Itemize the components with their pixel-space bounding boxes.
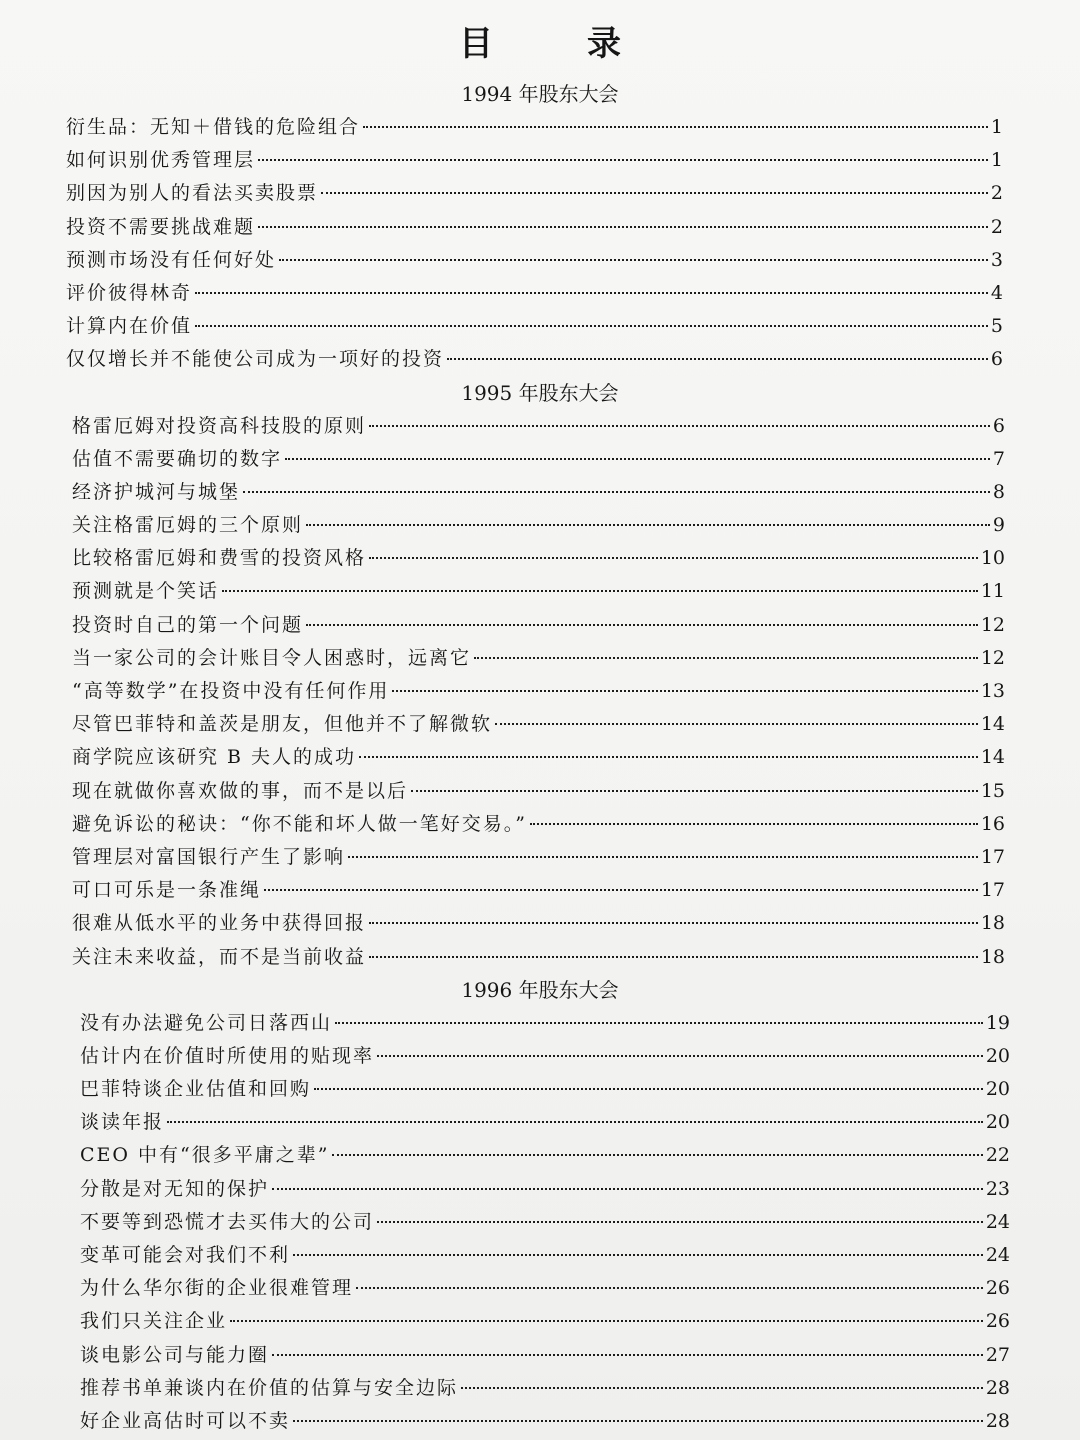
page-number: 5 [990,315,1003,338]
entry-title: 估计内在价值时所使用的贴现率 [80,1044,375,1067]
toc-entry[interactable] [72,476,1005,509]
page-number: 15 [980,779,1005,802]
dot-leader [369,557,978,559]
toc-entry[interactable] [72,808,1005,841]
toc-entry[interactable] [66,211,1003,244]
page-number: 13 [980,680,1005,702]
page-number: 18 [980,912,1005,935]
page-number: 18 [980,945,1005,968]
dot-leader [369,922,978,924]
dot-leader [258,159,988,161]
entry-title: 尽管巴菲特和盖茨是朋友，但他并不了解微软 [72,713,493,736]
dot-leader [306,624,978,626]
dot-leader [377,1055,983,1057]
page-number: 9 [992,514,1005,537]
page-number: 20 [985,1044,1010,1067]
page-number: 6 [990,348,1003,371]
toc-entry[interactable] [80,1206,1010,1239]
entry-title: 分散是对无知的保护 [80,1177,270,1200]
page-number: 1 [990,149,1003,172]
entry-title: 仅仅增长并不能使公司成为一项好的投资 [66,348,445,371]
toc-entry[interactable] [72,443,1005,476]
toc-entry[interactable] [80,1007,1010,1040]
entry-title: 预测市场没有任何好处 [66,248,277,271]
page-number: 11 [980,580,1005,603]
dot-leader [314,1088,983,1090]
page-number: 17 [980,845,1005,868]
entry-title: 商学院应该研究 B 夫人的成功 [72,746,357,769]
page-number: 24 [985,1210,1010,1233]
entry-title: 比较格雷厄姆和费雪的投资风格 [72,547,367,570]
page-number: 12 [980,613,1005,636]
entry-title: 不要等到恐慌才去买伟大的公司 [80,1210,375,1233]
page-number: 23 [985,1177,1010,1200]
section-heading: 1995 年股东大会 [461,380,619,405]
dot-leader [258,226,988,228]
dot-leader [447,358,988,360]
dot-leader [264,889,978,891]
dot-leader [474,657,978,659]
page-number: 4 [990,281,1003,304]
toc-entry[interactable] [80,1173,1010,1206]
entry-title: 我们只关注企业 [80,1310,228,1333]
dot-leader [495,723,978,725]
entry-title: 现在就做你喜欢做的事，而不是以后 [72,779,409,802]
toc-entry[interactable] [72,841,1005,874]
dot-leader [222,590,978,592]
dot-leader [230,1320,983,1322]
section-heading: 1996 年股东大会 [461,977,619,1002]
dot-leader [359,756,978,758]
dot-leader [335,1022,983,1024]
entry-title: 如何识别优秀管理层 [66,149,256,172]
page-number: 26 [985,1277,1010,1300]
entry-title: 可口可乐是一条准绳 [72,879,262,902]
entry-title: 谈读年报 [80,1111,165,1134]
page-number: 7 [992,447,1005,470]
entry-title: 别因为别人的看法买卖股票 [66,182,319,205]
page-number: 16 [980,812,1005,835]
page-number: 19 [985,1011,1010,1034]
table-of-contents [0,78,1080,1438]
entry-title: CEO 中有“很多平庸之辈” [80,1144,330,1167]
entry-title: 很难从低水平的业务中获得回报 [72,912,367,935]
page-number: 3 [990,248,1003,271]
page-number: 8 [992,480,1005,503]
entry-title: 经济护城河与城堡 [72,480,241,503]
page-number: 14 [980,713,1005,736]
page-number: 12 [980,646,1005,669]
toc-entry[interactable] [72,907,1005,940]
page-number: 1 [990,116,1003,138]
toc-entry[interactable] [72,642,1005,675]
entry-title: 投资时自己的第一个问题 [72,613,304,636]
toc-entry[interactable] [66,343,1003,376]
toc-entry[interactable] [66,310,1003,343]
page-number: 27 [985,1343,1010,1366]
dot-leader [306,524,990,526]
entry-title: 管理层对富国银行产生了影响 [72,845,346,868]
toc-entry[interactable] [66,144,1003,177]
toc-entry[interactable] [80,1139,1010,1172]
entry-title: 估值不需要确切的数字 [72,447,283,470]
entry-title: 投资不需要挑战难题 [66,215,256,238]
entry-title: 预测就是个笑话 [72,580,220,603]
toc-entry[interactable] [80,1106,1010,1139]
entry-title: 推荐书单兼谈内在价值的估算与安全边际 [80,1376,459,1399]
page-number: 20 [985,1078,1010,1101]
dot-leader [167,1121,983,1123]
toc-entry[interactable] [72,675,1005,708]
dot-leader [369,425,990,427]
dot-leader [321,192,988,194]
dot-leader [293,1254,983,1256]
dot-leader [369,956,978,958]
entry-title: 避免诉讼的秘诀：“你不能和坏人做一笔好交易。” [72,812,527,835]
page-number: 24 [985,1244,1010,1266]
entry-title: 当一家公司的会计账目令人困惑时，远离它 [72,646,472,669]
entry-title: 格雷厄姆对投资高科技股的原则 [72,414,367,437]
page-number: 14 [980,746,1005,769]
entry-title: 衍生品：无知＋借钱的危险组合 [66,116,361,138]
toc-entry[interactable] [80,1339,1010,1372]
dot-leader [348,856,978,858]
toc-entry[interactable] [80,1405,1010,1438]
page-number: 2 [990,215,1003,238]
toc-entry[interactable] [72,775,1005,808]
entry-title: 没有办法避免公司日落西山 [80,1011,333,1034]
page-number: 6 [992,414,1005,437]
entry-title: 好企业高估时可以不卖 [80,1409,291,1432]
toc-entry[interactable] [80,1239,1010,1272]
toc-entry[interactable] [80,1040,1010,1073]
dot-leader [363,126,988,128]
toc-entry[interactable] [72,509,1005,542]
dot-leader [332,1154,982,1156]
dot-leader [285,458,990,460]
dot-leader [279,259,988,261]
dot-leader [195,292,988,294]
section-heading: 1994 年股东大会 [461,82,619,106]
dot-leader [293,1420,983,1422]
page-number: 2 [990,182,1003,205]
page-number: 17 [980,879,1005,902]
toc-entry[interactable] [66,244,1003,277]
toc-entry[interactable] [72,575,1005,608]
entry-title: 巴菲特谈企业估值和回购 [80,1078,312,1101]
page-number: 28 [985,1376,1010,1399]
page-title: 目 录 [459,24,651,64]
dot-leader [392,690,977,692]
toc-entry[interactable] [72,874,1005,907]
page-number: 22 [985,1144,1010,1167]
page-number: 10 [980,547,1005,570]
toc-entry[interactable] [72,609,1005,642]
page-number: 28 [985,1409,1010,1432]
page-number: 20 [985,1111,1010,1134]
toc-entry[interactable] [80,1272,1010,1305]
toc-entry[interactable] [72,708,1005,741]
entry-title: 关注未来收益，而不是当前收益 [72,945,367,968]
toc-entry[interactable] [66,111,1003,144]
toc-entry[interactable] [72,410,1005,443]
toc-entry[interactable] [72,542,1005,575]
dot-leader [243,491,990,493]
toc-entry[interactable] [66,277,1003,310]
dot-leader [411,790,978,792]
toc-entry[interactable] [80,1372,1010,1405]
entry-title: “高等数学”在投资中没有任何作用 [72,680,390,702]
toc-entry[interactable] [72,741,1005,774]
toc-entry[interactable] [72,941,1005,974]
dot-leader [356,1287,983,1289]
dot-leader [272,1188,983,1190]
entry-title: 评价彼得林奇 [66,281,193,304]
dot-leader [530,823,978,825]
dot-leader [461,1387,983,1389]
entry-title: 为什么华尔街的企业很难管理 [80,1277,354,1300]
entry-title: 变革可能会对我们不利 [80,1244,291,1266]
entry-title: 计算内在价值 [66,315,193,338]
toc-entry[interactable] [66,177,1003,210]
entry-title: 谈电影公司与能力圈 [80,1343,270,1366]
dot-leader [195,325,988,327]
entry-title: 关注格雷厄姆的三个原则 [72,514,304,537]
dot-leader [377,1221,983,1223]
toc-entry[interactable] [80,1305,1010,1338]
page-number: 26 [985,1310,1010,1333]
dot-leader [272,1354,983,1356]
toc-entry[interactable] [80,1073,1010,1106]
